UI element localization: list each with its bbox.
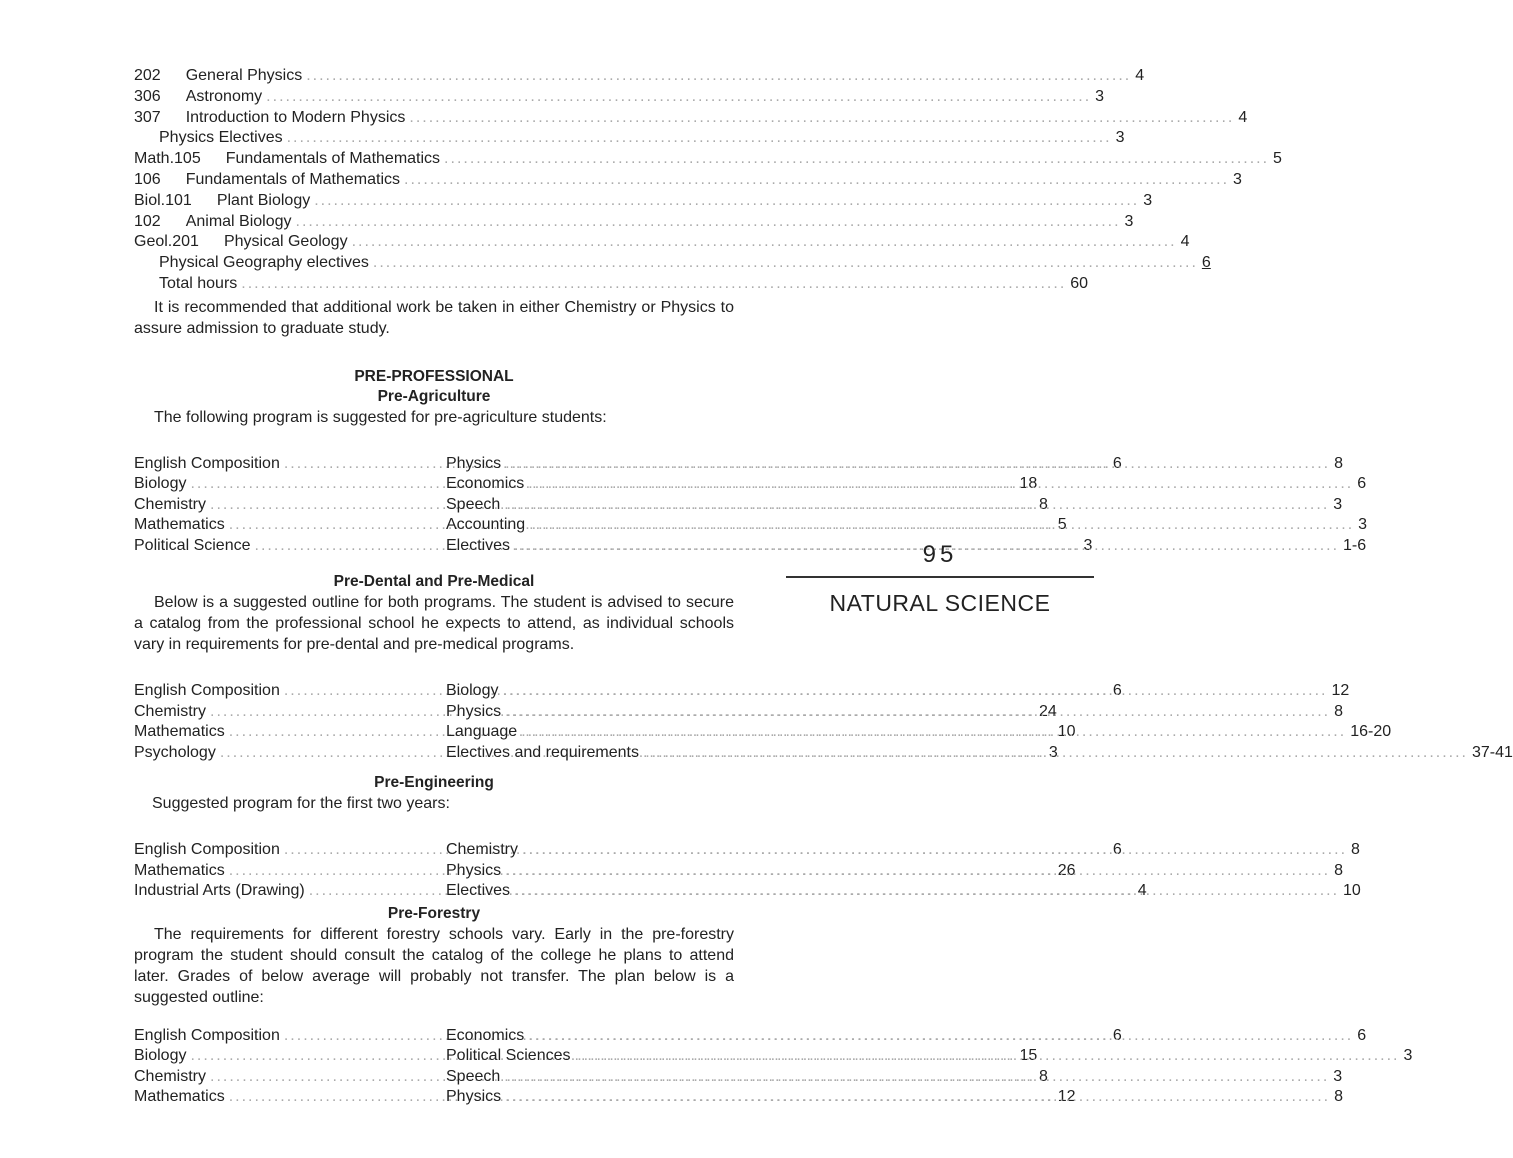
leader-dots: [502, 681, 1327, 702]
subject-name: Mathematics: [134, 861, 225, 879]
subject-name: Industrial Arts (Drawing): [134, 882, 305, 900]
preprofessional-heading: PRE-PROFESSIONAL: [354, 367, 514, 385]
subject-hours: 3: [1403, 1047, 1413, 1065]
course-row: [134, 191, 1153, 212]
program-row: [446, 1026, 1367, 1047]
leader-dots: [505, 861, 1330, 882]
subject-name: Economics: [446, 1026, 525, 1044]
course-row: [134, 149, 1282, 170]
page-sidebar: [786, 538, 1094, 617]
subject-name: Electives: [446, 536, 511, 554]
subject-hours: 6: [1112, 841, 1122, 859]
program-row: [446, 1067, 1343, 1088]
subject-name: Physics: [446, 861, 502, 879]
subject-hours: 8: [1334, 861, 1344, 879]
course-row: [134, 108, 1248, 129]
course-number: 106: [134, 170, 161, 188]
leader-dots: [404, 170, 1229, 191]
pre-forestry-heading: Pre-Forestry: [387, 904, 481, 922]
course-title: Total hours: [159, 274, 238, 292]
leader-dots: [522, 840, 1347, 861]
subject-name: Chemistry: [446, 841, 519, 859]
course-title: Astronomy: [185, 87, 263, 105]
leader-dots: [296, 212, 1121, 233]
leader-dots: [575, 1046, 1400, 1067]
course-hours: 6: [1201, 254, 1211, 272]
course-number: 307: [134, 108, 161, 126]
subject-hours: 6: [1112, 454, 1122, 472]
course-row: [134, 87, 1105, 108]
pre-engineering-intro: Suggested program for the first two years:: [152, 795, 450, 813]
course-dept: Math.: [134, 150, 175, 168]
subject-name: Political Sciences: [446, 1047, 571, 1065]
leader-dots: [504, 1067, 1329, 1088]
subject-hours: 12: [1057, 1088, 1076, 1106]
subject-hours: 8: [1334, 702, 1344, 720]
leader-dots: [287, 128, 1112, 149]
subject-name: Electives and requirements: [446, 743, 639, 761]
subject-hours: 3: [1333, 495, 1343, 513]
subject-name: Mathematics: [134, 723, 225, 741]
program-row: [446, 495, 1343, 516]
subject-name: Political Science: [134, 536, 251, 554]
course-title: Animal Biology: [185, 212, 292, 230]
course-row: [134, 274, 1089, 295]
subject-name: Chemistry: [134, 495, 207, 513]
page-number: 95: [922, 541, 958, 568]
subject-name: English Composition: [134, 1026, 280, 1044]
subject-hours: 10: [1343, 882, 1361, 900]
subject-name: Mathematics: [134, 1088, 225, 1106]
leader-dots: [444, 149, 1269, 170]
course-number: 201: [172, 233, 199, 251]
leader-dots: [504, 495, 1329, 516]
subject-name: Physics: [446, 702, 502, 720]
subject-hours: 8: [1039, 1067, 1048, 1085]
subject-hours: 8: [1334, 454, 1344, 472]
recommendation-text: It is recommended that additional work be taken in either Chemistry or Physics to assure admission to graduate study.: [134, 298, 734, 337]
subject-name: Biology: [446, 682, 499, 700]
subject-hours: 3: [1333, 1067, 1343, 1085]
course-number: 102: [134, 212, 161, 230]
leader-dots: [521, 722, 1346, 743]
pre-dental-heading: Pre-Dental and Pre-Medical: [333, 573, 535, 591]
leader-dots: [306, 66, 1131, 87]
subject-name: Chemistry: [134, 702, 207, 720]
pre-dental-intro: Below is a suggested outline for both programs. The student is advised to secure a catalog from the professional school he expects to attend, as individual schools vary in requirements for pre-dental and pre-medical programs.: [134, 594, 734, 654]
subject-hours: 5: [1057, 516, 1067, 534]
subject-name: English Composition: [134, 454, 280, 472]
divider: [786, 576, 1094, 578]
subject-hours: 3: [1083, 536, 1093, 554]
course-hours: 3: [1115, 129, 1125, 147]
subject-name: Biology: [134, 1047, 187, 1065]
leader-dots: [314, 191, 1139, 212]
subject-hours: 26: [1057, 861, 1076, 879]
program-row: [446, 743, 1513, 764]
pre-agriculture-heading: Pre-Agriculture: [377, 387, 491, 405]
course-title: Physical Geology: [223, 233, 348, 251]
course-hours: 5: [1273, 150, 1282, 168]
subject-name: Biology: [134, 475, 187, 493]
course-hours: 4: [1180, 233, 1190, 251]
subject-hours: 18: [1019, 475, 1038, 493]
subject-name: Physics: [446, 454, 502, 472]
course-hours: 3: [1143, 191, 1153, 209]
subject-hours: 3: [1048, 743, 1058, 761]
subject-name: Psychology: [134, 743, 216, 761]
course-number: 202: [134, 67, 161, 84]
subject-hours: 24: [1039, 702, 1057, 720]
program-row: [446, 681, 1350, 702]
subject-hours: 10: [1057, 723, 1076, 741]
leader-dots: [505, 454, 1330, 475]
subject-name: Physics: [446, 1088, 502, 1106]
course-row: [134, 66, 1145, 87]
subject-name: Economics: [446, 475, 525, 493]
course-hours: 4: [1135, 67, 1145, 84]
subject-hours: 16-20: [1350, 723, 1392, 741]
subject-name: English Composition: [134, 682, 280, 700]
leader-dots: [643, 743, 1468, 764]
section-title: NATURAL SCIENCE: [829, 590, 1051, 616]
program-row: [446, 454, 1344, 475]
program-row: [446, 881, 1361, 902]
subject-name: Accounting: [446, 516, 526, 534]
course-title: Fundamentals of Mathematics: [185, 170, 401, 188]
leader-dots: [266, 87, 1091, 108]
course-hours: 3: [1124, 212, 1134, 230]
subject-hours: 8: [1351, 841, 1360, 859]
subject-hours: 6: [1112, 1026, 1122, 1044]
subject-hours: 4: [1137, 882, 1147, 900]
course-row: [134, 128, 1125, 149]
course-dept: Biol.: [134, 191, 166, 209]
subject-name: Mathematics: [134, 516, 225, 534]
pre-dental-table: [134, 681, 1513, 763]
subject-name: Speech: [446, 495, 501, 513]
course-row: [134, 232, 1190, 253]
pre-engineering-table: [134, 840, 1361, 902]
leader-dots: [528, 474, 1353, 495]
leader-dots: [528, 1026, 1353, 1047]
subject-name: Language: [446, 723, 518, 741]
subject-name: Speech: [446, 1067, 501, 1085]
course-title: Introduction to Modern Physics: [185, 108, 406, 126]
program-row: [446, 840, 1360, 861]
course-number: 105: [174, 150, 201, 168]
leader-dots: [373, 253, 1198, 274]
subject-hours: 6: [1112, 682, 1122, 700]
program-row: [446, 515, 1368, 536]
pre-forestry-table: [134, 1026, 1413, 1108]
course-dept: Geol.: [134, 233, 173, 251]
subject-hours: 6: [1357, 1026, 1367, 1044]
course-hours: 3: [1233, 170, 1242, 188]
pre-agriculture-intro: The following program is suggested for pre-agriculture students:: [154, 408, 607, 426]
subject-hours: 8: [1334, 1088, 1344, 1106]
course-title: Physical Geography electives: [159, 254, 369, 272]
subject-hours: 37-41: [1471, 743, 1513, 761]
pre-forestry-intro: The requirements for different forestry schools vary. Early in the pre-forestry program the student should consult the catalog of the college he plans to attend later. Grades of below average will probably not transfer. The plan below is a suggested outline:: [134, 925, 734, 1006]
subject-hours: 6: [1357, 475, 1367, 493]
subject-hours: 15: [1019, 1047, 1038, 1065]
course-hours: 3: [1095, 87, 1105, 105]
leader-dots: [241, 274, 1066, 295]
subject-hours: 12: [1331, 682, 1350, 700]
course-title: Fundamentals of Mathematics: [225, 150, 441, 168]
course-row: [134, 170, 1242, 191]
course-number: 306: [134, 87, 161, 105]
subject-hours: 8: [1039, 495, 1048, 513]
course-title: Plant Biology: [216, 191, 311, 209]
pre-engineering-heading: Pre-Engineering: [374, 774, 494, 792]
subject-hours: 3: [1358, 516, 1368, 534]
leader-dots: [409, 108, 1234, 129]
leader-dots: [352, 232, 1177, 253]
course-title: Physics Electives: [159, 129, 283, 147]
course-list: [134, 66, 1282, 295]
course-number: 101: [165, 191, 192, 209]
leader-dots: [529, 515, 1354, 536]
course-hours: 60: [1070, 274, 1089, 292]
leader-dots: [505, 1087, 1330, 1108]
course-hours: 4: [1238, 108, 1248, 126]
leader-dots: [505, 702, 1330, 723]
course-row: [134, 253, 1211, 274]
course-title: General Physics: [185, 67, 303, 84]
leader-dots: [514, 881, 1339, 902]
subject-name: Electives: [446, 882, 511, 900]
course-row: [134, 212, 1134, 233]
subject-name: Chemistry: [134, 1067, 207, 1085]
subject-hours: 1-6: [1343, 536, 1367, 554]
subject-name: English Composition: [134, 841, 280, 859]
